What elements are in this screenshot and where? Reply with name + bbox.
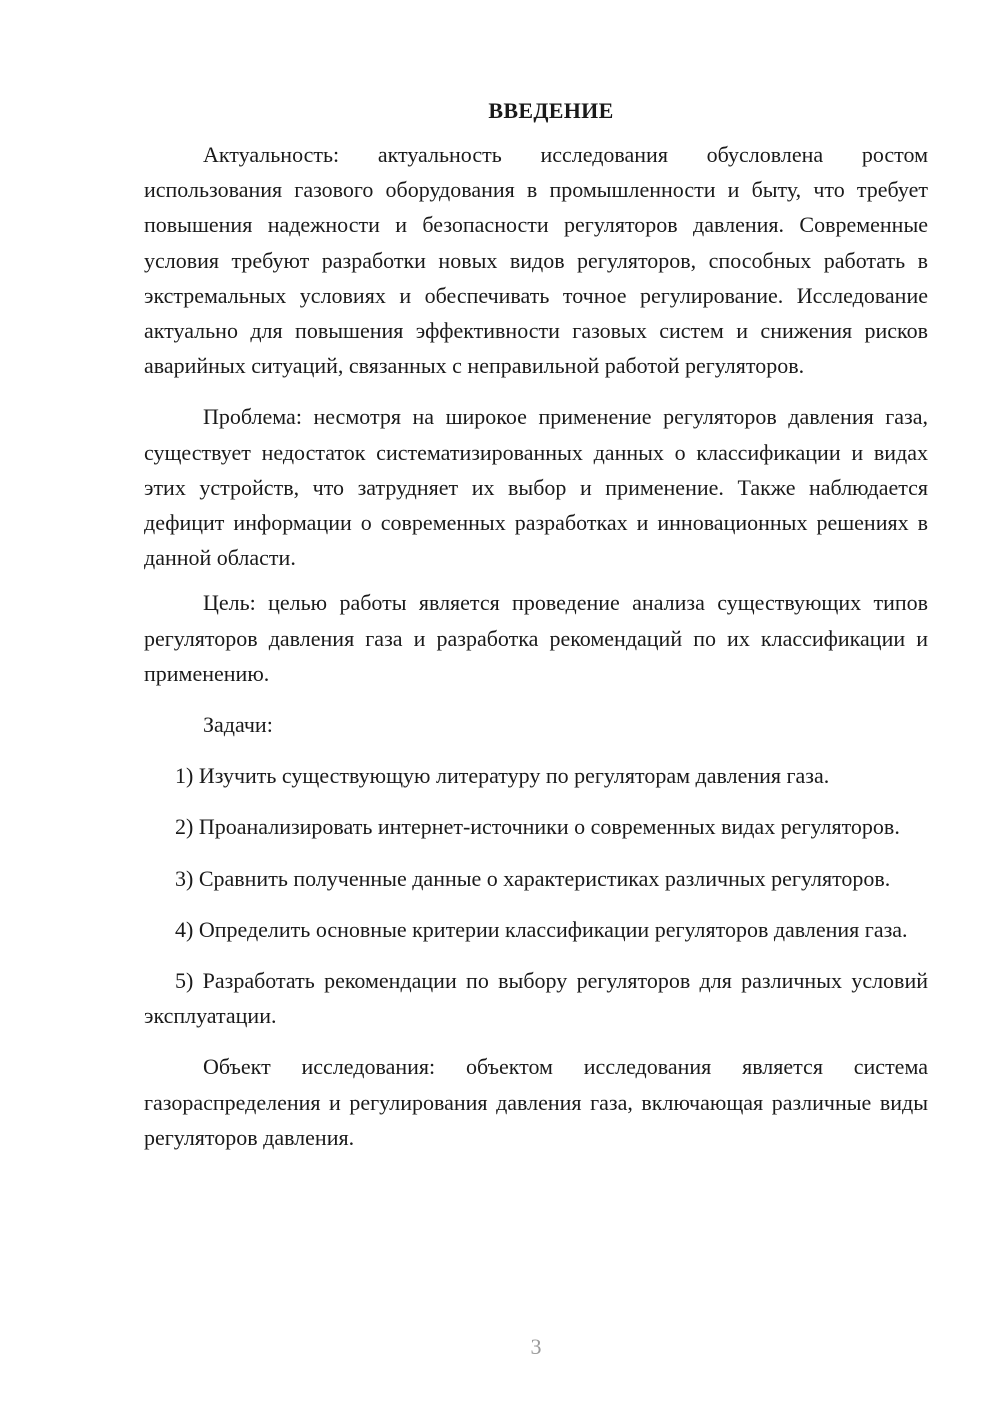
page-number: 3: [530, 1334, 542, 1359]
task-item-4: 4) Определить основные критерии классификации регуляторов давления газа.: [175, 916, 908, 942]
paragraph-relevance: Актуальность: актуальность исследования обусловлена ростом использования газового оборудования в промышленности и быту, что требует повышения надежности и безопасности регуляторов давления. Современные условия требуют разработки новых видов регуляторов, способных работать в экстремальных условиях и обеспечивать точное регулирование. Исследование актуально для повышения эффективности газовых систем и снижения рисков аварийных ситуаций, связанных с неправильной работой регуляторов.: [144, 142, 928, 379]
section-title: ВВЕДЕНИЕ: [488, 98, 614, 123]
task-item-1: 1) Изучить существующую литературу по регуляторам давления газа.: [175, 763, 830, 789]
paragraph-object: Объект исследования: объектом исследования является система газораспределения и регулирования давления газа, включающая различные виды регуляторов давления.: [144, 1054, 928, 1150]
task-item-2: 2) Проанализировать интернет-источники о современных видах регуляторов.: [175, 814, 900, 840]
paragraph-goal: Цель: целью работы является проведение анализа существующих типов регуляторов давления газа и разработка рекомендаций по их классификации и применению.: [144, 590, 928, 686]
task-item-3: 3) Сравнить полученные данные о характеристиках различных регуляторов.: [175, 865, 891, 891]
paragraph-problem: Проблема: несмотря на широкое применение регуляторов давления газа, существует недостаток систематизированных данных о классификации и видах этих устройств, что затрудняет их выбор и применение. Также наблюдается дефицит информации о современных разработках и инновационных решениях в данной области.: [144, 404, 928, 571]
tasks-heading: Задачи:: [203, 712, 273, 738]
task-item-5: 5) Разработать рекомендации по выбору регуляторов для различных условий эксплуатации.: [144, 968, 928, 1029]
document-body: [144, 95, 928, 1155]
